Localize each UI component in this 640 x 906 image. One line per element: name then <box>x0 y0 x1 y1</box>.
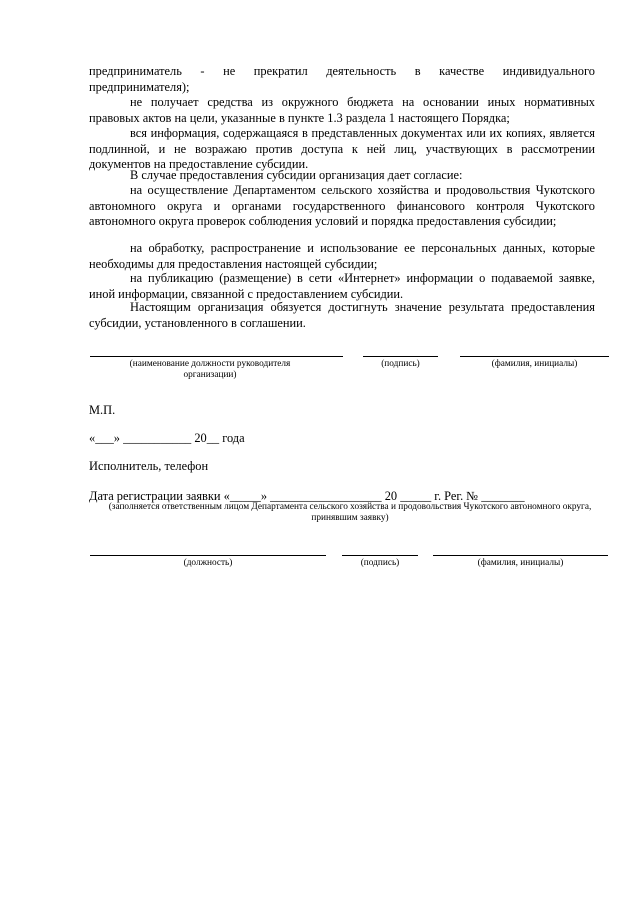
paragraph-budget: не получает средства из окружного бюджета на основании иных нормативных правовых актов на цели, указанные в пункте 1.3 раздела 1 настоящего Порядка; <box>89 95 595 125</box>
intro-word: деятельность <box>326 64 397 78</box>
intro-word: качестве <box>439 64 485 78</box>
signature-line <box>363 356 438 357</box>
name-signature-line <box>460 356 609 357</box>
intro-word: индивидуального <box>502 64 595 78</box>
registration-note: (заполняется ответственным лицом Департамента сельского хозяйства и продовольствия Чукотского автономного округа, принявшим заявку) <box>108 502 592 523</box>
position-signature-line <box>90 356 343 357</box>
intro-line <box>89 64 595 79</box>
signature-line-2 <box>342 555 418 556</box>
paragraph-publication: на публикацию (размещение) в сети «Интернет» информации о подаваемой заявке, иной информации, связанной с предоставлением субсидии. <box>89 271 595 301</box>
intro-word: прекратил <box>253 64 308 78</box>
intro-word: - <box>200 64 205 78</box>
position-caption-2: (должность) <box>183 558 233 568</box>
name-line-2 <box>433 555 608 556</box>
intro-word: не <box>223 64 236 78</box>
intro-line-continuation: предпринимателя); <box>89 80 190 94</box>
position-caption: (наименование должности руководителя организации) <box>129 359 291 380</box>
paragraph-personal-data: на обработку, распространение и использование ее персональных данных, которые необходимы для предоставления настоящей субсидии; <box>89 241 595 271</box>
stamp-place: М.П. <box>89 403 116 417</box>
executor-phone: Исполнитель, телефон <box>89 459 209 473</box>
paragraph-consent: В случае предоставления субсидии организация дает согласие: <box>130 168 463 182</box>
signature-caption-2: (подпись) <box>360 558 400 568</box>
intro-word: предприниматель <box>89 64 182 78</box>
position-line-2 <box>90 555 326 556</box>
name-caption-2: (фамилия, инициалы) <box>477 558 564 568</box>
paragraph-info: вся информация, содержащаяся в представленных документах или их копиях, является подлинной, и не возражаю против доступа к ней лиц, участвующих в рассмотрении документов на предоставление субсидии. <box>89 126 595 172</box>
date-line: «___» ___________ 20__ года <box>89 431 245 445</box>
paragraph-result: Настоящим организация обязуется достигнуть значение результата предоставления субсидии, установленного в соглашении. <box>89 300 595 330</box>
intro-word: в <box>414 64 421 78</box>
paragraph-checks: на осуществление Департаментом сельского хозяйства и продовольствия Чукотского автономного округа и органами государственного финансового контроля Чукотского автономного округа проверок соблюдения условий и порядка предоставления субсидии; <box>89 183 595 229</box>
registration-line: Дата регистрации заявки «_____» __________________ 20 _____ г. Рег. № _______ <box>89 489 525 503</box>
signature-caption: (подпись) <box>381 359 420 369</box>
name-caption: (фамилия, инициалы) <box>491 359 578 369</box>
